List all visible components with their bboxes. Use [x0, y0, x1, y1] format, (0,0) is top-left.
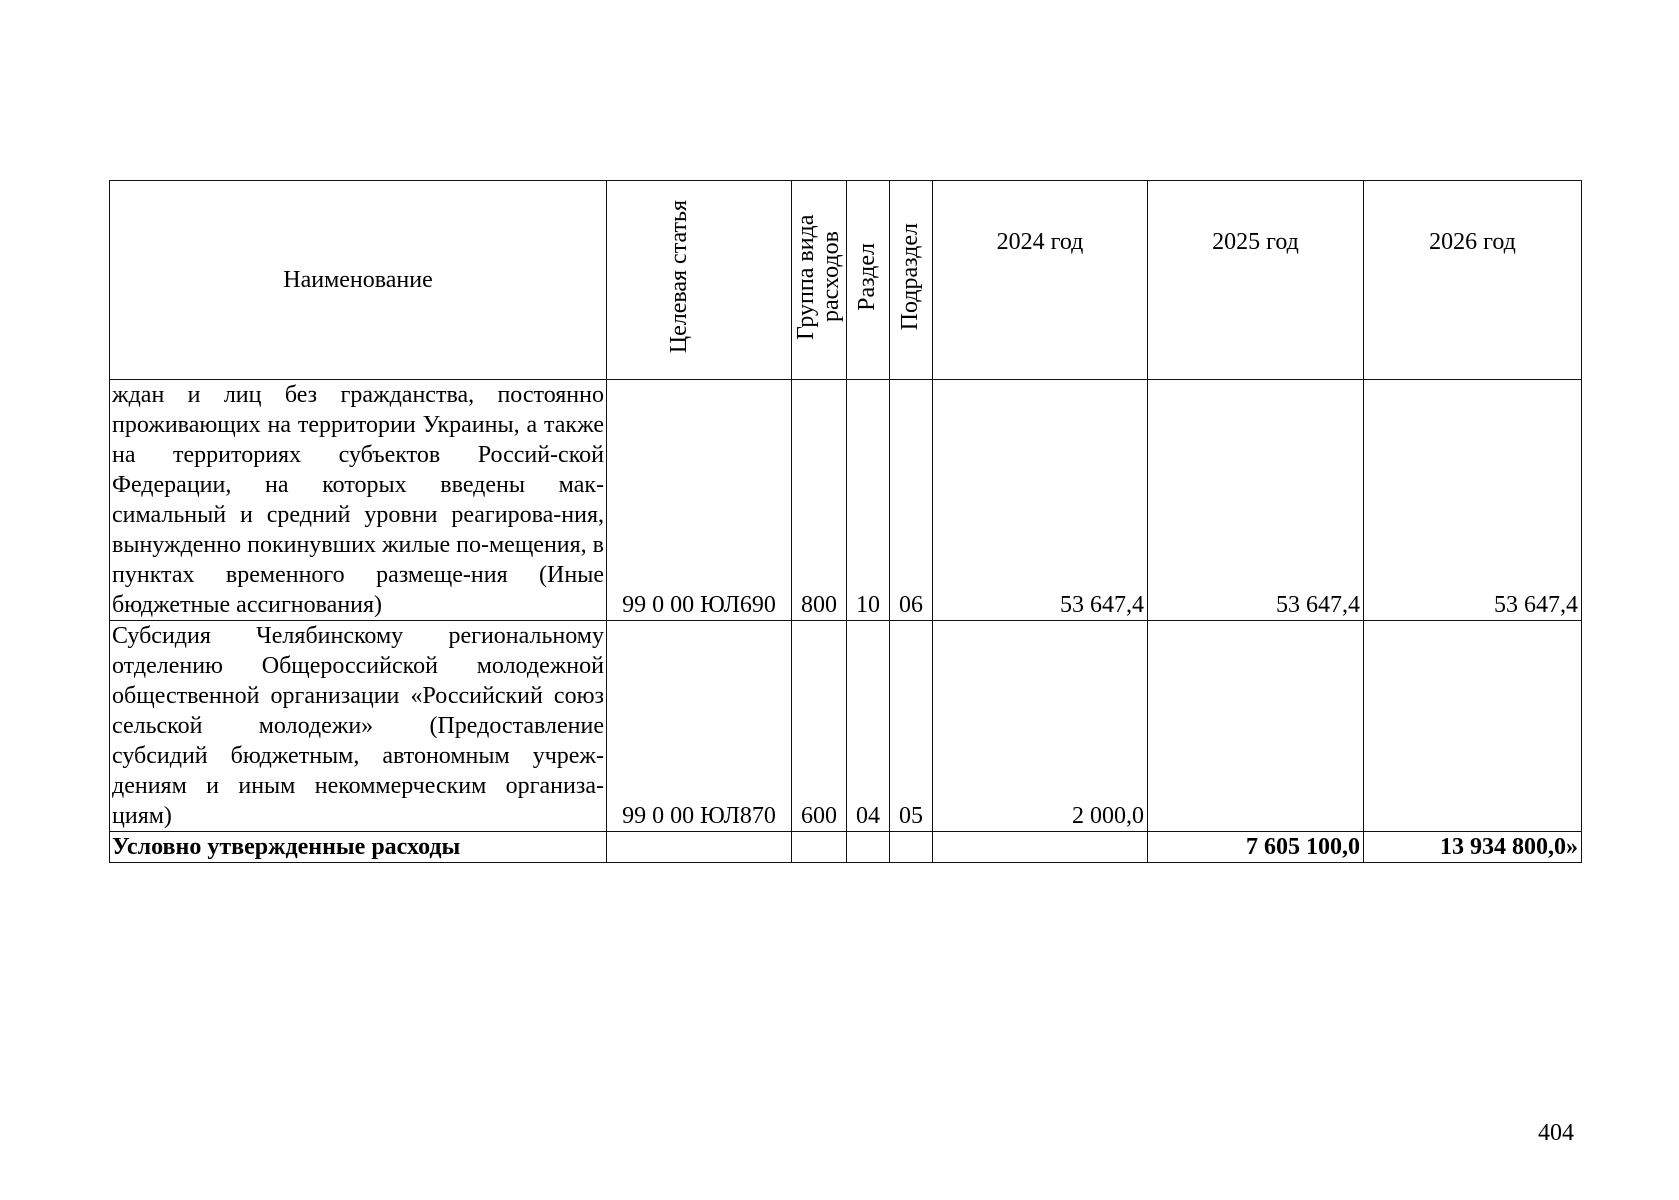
header-expense-group: Группа вида расходов	[792, 181, 847, 380]
row-target-article: 99 0 00 ЮЛ870	[607, 621, 792, 832]
row-2026	[1364, 621, 1582, 832]
row-expense-group: 600	[792, 621, 847, 832]
total-target-article	[607, 832, 792, 863]
total-row	[110, 832, 1582, 863]
header-2026: 2026 год	[1364, 181, 1582, 380]
total-section	[847, 832, 890, 863]
row-2025	[1148, 621, 1364, 832]
total-subsection	[890, 832, 933, 863]
row-name: Субсидия Челябинскому региональному отделению Общероссийской молодежной общественной организации «Российский союз сельской молодежи» (Предоставление субсидий бюджетным, автономным учреж-дениям и иным некоммерческим организа-циям)	[110, 621, 607, 832]
page-number: 404	[1538, 1120, 1574, 1146]
header-name: Наименование	[110, 181, 607, 380]
header-subsection: Подраздел	[890, 181, 933, 380]
total-2024	[933, 832, 1148, 863]
row-2026: 53 647,4	[1364, 380, 1582, 621]
header-section: Раздел	[847, 181, 890, 380]
total-name: Условно утвержденные расходы	[110, 832, 607, 863]
total-2026: 13 934 800,0»	[1364, 832, 1582, 863]
row-section: 10	[847, 380, 890, 621]
budget-table	[109, 180, 1582, 863]
table-row	[110, 380, 1582, 621]
row-2025: 53 647,4	[1148, 380, 1364, 621]
total-expense-group	[792, 832, 847, 863]
header-2025: 2025 год	[1148, 181, 1364, 380]
table-row	[110, 621, 1582, 832]
header-row	[110, 181, 1582, 380]
header-target-article: Целевая статья	[607, 181, 792, 380]
row-name: ждан и лиц без гражданства, постоянно проживающих на территории Украины, а также на территориях субъектов Россий-ской Федерации, на которых введены мак-симальный и средний уровни реагирова-ния, вынужденно покинувших жилые по-мещения, в пунктах временного размеще-ния (Иные бюджетные ассигнования)	[110, 380, 607, 621]
row-2024: 53 647,4	[933, 380, 1148, 621]
total-2025: 7 605 100,0	[1148, 832, 1364, 863]
row-subsection: 06	[890, 380, 933, 621]
row-section: 04	[847, 621, 890, 832]
row-subsection: 05	[890, 621, 933, 832]
header-2024: 2024 год	[933, 181, 1148, 380]
row-expense-group: 800	[792, 380, 847, 621]
row-2024: 2 000,0	[933, 621, 1148, 832]
row-target-article: 99 0 00 ЮЛ690	[607, 380, 792, 621]
